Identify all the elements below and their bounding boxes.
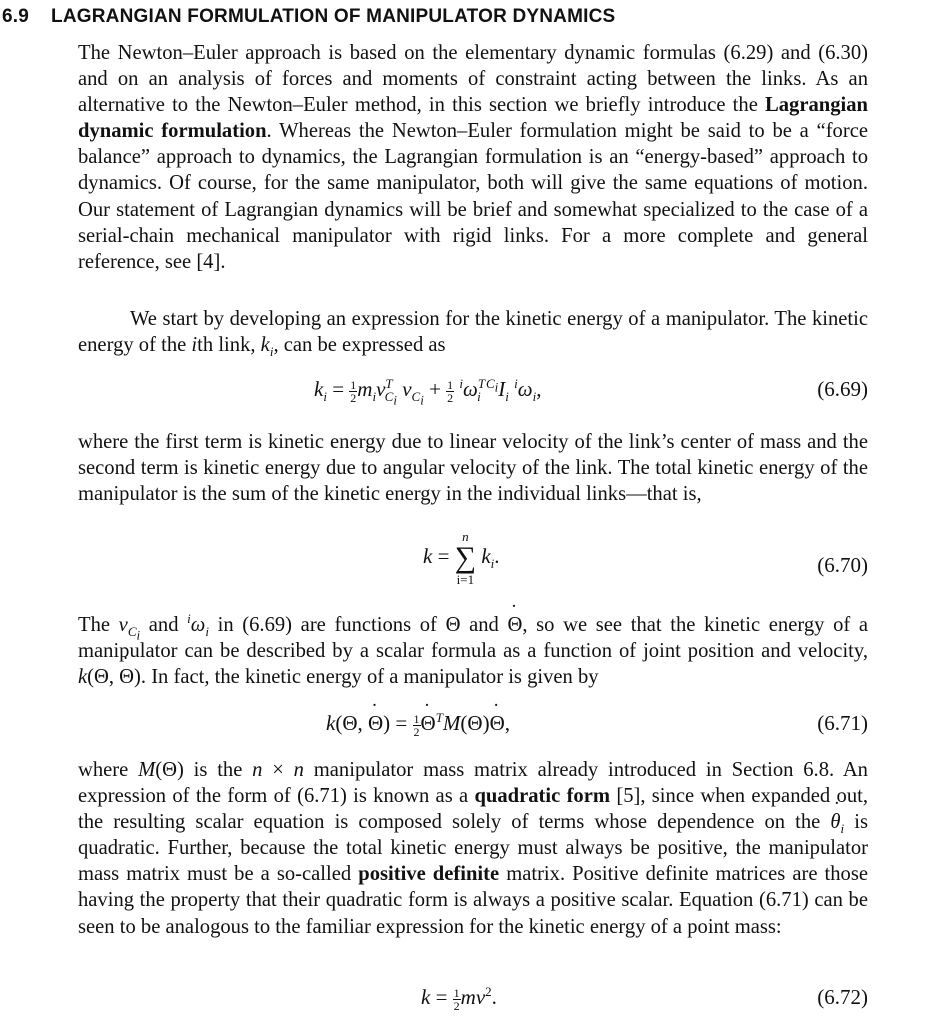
equation-6-69	[78, 377, 868, 417]
equation-number: (6.71)	[817, 711, 868, 735]
equation-6-69-body: $k_i$ = $\frac{1}{2}$ $m_iv^T_{C_i}$ $v_{C_i}$ + $\frac{1}{2}$ $^i\omega^T_i$ $^{C_i}I_i$ $^i\omega_i$,	[314, 376, 542, 408]
equation-6-71	[78, 711, 868, 751]
section-heading	[2, 6, 615, 28]
section-title: LAGRANGIAN FORMULATION OF MANIPULATOR DYNAMICS	[51, 6, 616, 27]
equation-6-71-body: k(Θ, ˙ Θ) = $\frac{1}{2}$ ˙ $\Theta^TM(\Theta)˙$ Θ,	[326, 711, 510, 738]
equation-number: (6.69)	[817, 377, 868, 401]
paragraph-mass-matrix: where M(Θ) is the n × n manipulator mass matrix already introduced in Section 6.8. An expression of the form of (6.71) is known as a quadratic form [5], since when expanded out, the resulting scalar equation is composed solely of terms whose dependence on the ˙ $\theta_i$ is quadratic. Further, because the total kinetic energy must always be positive, the manipulator mass matrix must be a so-called positive definite matrix. Positive definite matrices are those having the property that their quadratic form is always a positive scalar. Equation (6.71) can be seen to be analogous to the familiar expression for the kinetic energy of a point mass:	[78, 757, 868, 940]
equation-number: (6.70)	[817, 553, 868, 577]
term-positive-definite: positive definite	[358, 863, 500, 886]
section-number: 6.9	[2, 6, 30, 27]
term-quadratic-form: quadratic form	[474, 785, 611, 808]
paragraph-kinetic-energy: We start by developing an expression for the kinetic energy of a manipulator. The kinetic energy of the ith link, $k_i$, can be expressed as	[78, 308, 868, 360]
equation-number: (6.72)	[817, 985, 868, 1009]
equation-6-72-body: k = $\frac{1}{2}$ $mv^2$.	[421, 984, 497, 1013]
paragraph-intro: The Newton–Euler approach is based on the elementary dynamic formulas (6.29) and (6.30) and on an analysis of forces and moments of constraint acting between the links. As an alternative to the Newton–Euler method, in this section we briefly introduce the Lagrangian dynamic formulation. Whereas the Newton–Euler formulation might be said to be a “force balance” approach to dynamics, the Lagrangian formulation is an “energy-based” approach to dynamics. Of course, for the same manipulator, both will give the same equations of motion. Our statement of Lagrangian dynamics will be brief and somewhat specialized to the case of a serial-chain mechanical manipulator with rigid links. For a more complete and general reference, see [4].	[78, 42, 868, 273]
paragraph-total-energy: where the first term is kinetic energy due to linear velocity of the link’s center of mass and the second term is kinetic energy due to angular velocity of the link. The total kinetic energy of the manipulator is the sum of the kinetic energy in the individual links—that is,	[78, 431, 868, 506]
equation-6-72	[78, 985, 868, 1025]
equation-6-70-body: k = n ∑ i=1 $k_i$.	[423, 529, 500, 587]
paragraph-joint-functions: The $v_{C_i}$ and $^i\omega_i$ in (6.69) are functions of Θ and ˙ Θ, so we see that the kinetic energy of a manipulator can be described by a scalar formula as a function of joint position and velocity, k(Θ, ˙ Θ). In fact, the kinetic energy of a manipulator is given by	[78, 612, 868, 690]
equation-6-70	[78, 530, 868, 600]
term-lagrangian-formulation: Lagrangian dynamic formulation	[78, 94, 868, 143]
summation-symbol: n ∑ i=1	[454, 529, 477, 587]
